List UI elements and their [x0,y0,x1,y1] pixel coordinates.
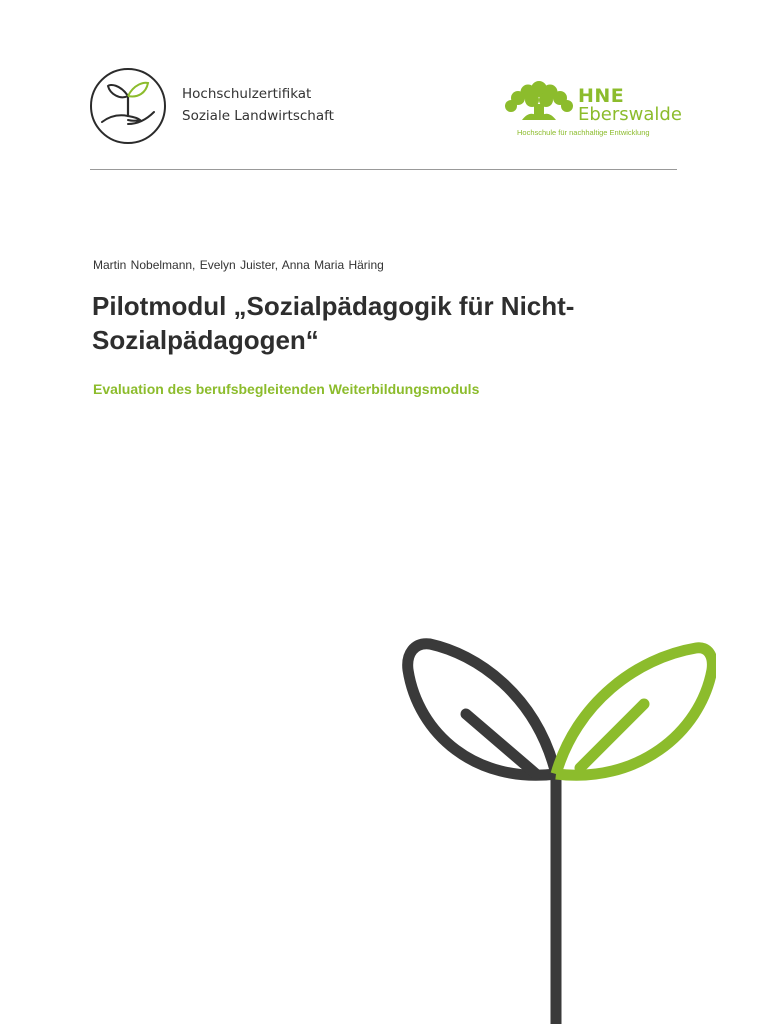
seedling-illustration [396,634,716,1024]
university-tagline: Hochschule für nachhaltige Entwicklung [517,128,650,137]
header-divider [90,169,677,170]
seedling-in-hand-icon [88,66,168,146]
document-title: Pilotmodul „Sozialpädagogik für Nicht-Sozialpädagogen“ [92,291,575,355]
certificate-logo [88,66,348,146]
document-subtitle: Evaluation des berufsbegleitenden Weiterbildungsmoduls [93,381,480,397]
tree-icon [504,80,574,126]
authors: Martin Nobelmann, Evelyn Juister, Anna Maria Häring [93,258,384,272]
certificate-line-1: Hochschulzertifikat [182,86,312,102]
certificate-line-2: Soziale Landwirtschaft [182,108,334,124]
university-logo [504,80,694,142]
university-name: Eberswalde [578,104,682,125]
university-abbreviation: HNE [578,85,625,107]
